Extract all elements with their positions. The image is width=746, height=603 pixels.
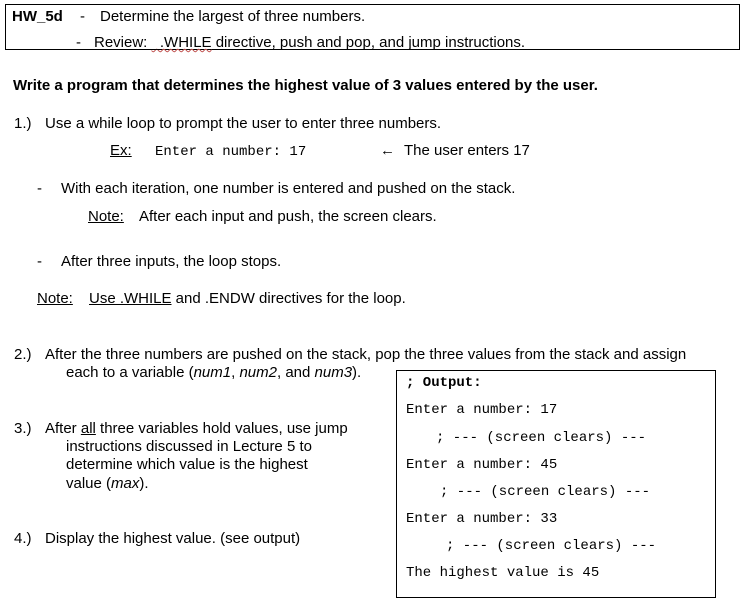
header-dash-2: - bbox=[76, 34, 81, 51]
output-line: ; --- (screen clears) --- bbox=[436, 430, 647, 446]
var-num1: num1 bbox=[193, 364, 232, 381]
bullet2-text: After three inputs, the loop stops. bbox=[61, 253, 282, 270]
step1-number: 1.) bbox=[14, 115, 32, 132]
assignment-code: HW_5d bbox=[12, 8, 63, 25]
example-note: The user enters 17 bbox=[404, 142, 530, 159]
step1-text: Use a while loop to prompt the user to enter three numbers. bbox=[45, 115, 442, 132]
var-num3: num3 bbox=[314, 364, 353, 381]
review-label: Review: bbox=[94, 34, 148, 51]
emphasis-all: all bbox=[80, 420, 96, 437]
header-dash-1: - bbox=[80, 8, 85, 25]
output-line: ; --- (screen clears) --- bbox=[440, 484, 651, 500]
left-arrow-icon: ← bbox=[380, 142, 395, 159]
note1-text: After each input and push, the screen clears. bbox=[139, 208, 437, 225]
note1-label: Note: bbox=[88, 208, 124, 225]
step2-text-b: each to a variable (num1, num2, and num3). bbox=[66, 364, 362, 381]
bullet1-dash: - bbox=[37, 180, 42, 197]
header-review bbox=[94, 34, 525, 51]
step4-number: 4.) bbox=[14, 530, 32, 547]
bullet1-text: With each iteration, one number is entered and pushed on the stack. bbox=[61, 180, 516, 197]
output-heading: ; Output: bbox=[406, 375, 482, 391]
output-line: The highest value is 45 bbox=[406, 565, 600, 581]
bullet2-dash: - bbox=[37, 253, 42, 270]
output-line: Enter a number: 17 bbox=[406, 402, 558, 418]
review-rest: directive, push and pop, and jump instructions. bbox=[211, 34, 526, 51]
assignment-title: Write a program that determines the highest value of 3 values entered by the user. bbox=[13, 77, 598, 94]
var-num2: num2 bbox=[239, 364, 277, 381]
note2-use: Use .WHILE bbox=[89, 290, 172, 307]
note2-rest: and .ENDW directives for the loop. bbox=[171, 290, 406, 307]
step3-line4: value (max). bbox=[66, 475, 149, 492]
step2-number: 2.) bbox=[14, 346, 32, 363]
note2-text bbox=[89, 290, 406, 307]
step3-line3: determine which value is the highest bbox=[66, 456, 308, 473]
step4-text: Display the highest value. (see output) bbox=[45, 530, 301, 547]
step2-text-a: After the three numbers are pushed on the stack, pop the three values from the stack and assign bbox=[45, 346, 687, 363]
var-max: max bbox=[111, 475, 140, 492]
note2-label: Note: bbox=[37, 290, 73, 307]
example-label: Ex: bbox=[110, 142, 132, 159]
step3-line2: instructions discussed in Lecture 5 to bbox=[66, 438, 312, 455]
output-line: Enter a number: 45 bbox=[406, 457, 558, 473]
step3-number: 3.) bbox=[14, 420, 32, 437]
review-directive: _.WHILE bbox=[151, 34, 212, 51]
output-line: Enter a number: 33 bbox=[406, 511, 558, 527]
example-code: Enter a number: 17 bbox=[155, 144, 307, 160]
header-line-1: Determine the largest of three numbers. bbox=[100, 8, 366, 25]
output-line: ; --- (screen clears) --- bbox=[446, 538, 657, 554]
step3-line1: After all three variables hold values, use jump bbox=[45, 420, 348, 437]
